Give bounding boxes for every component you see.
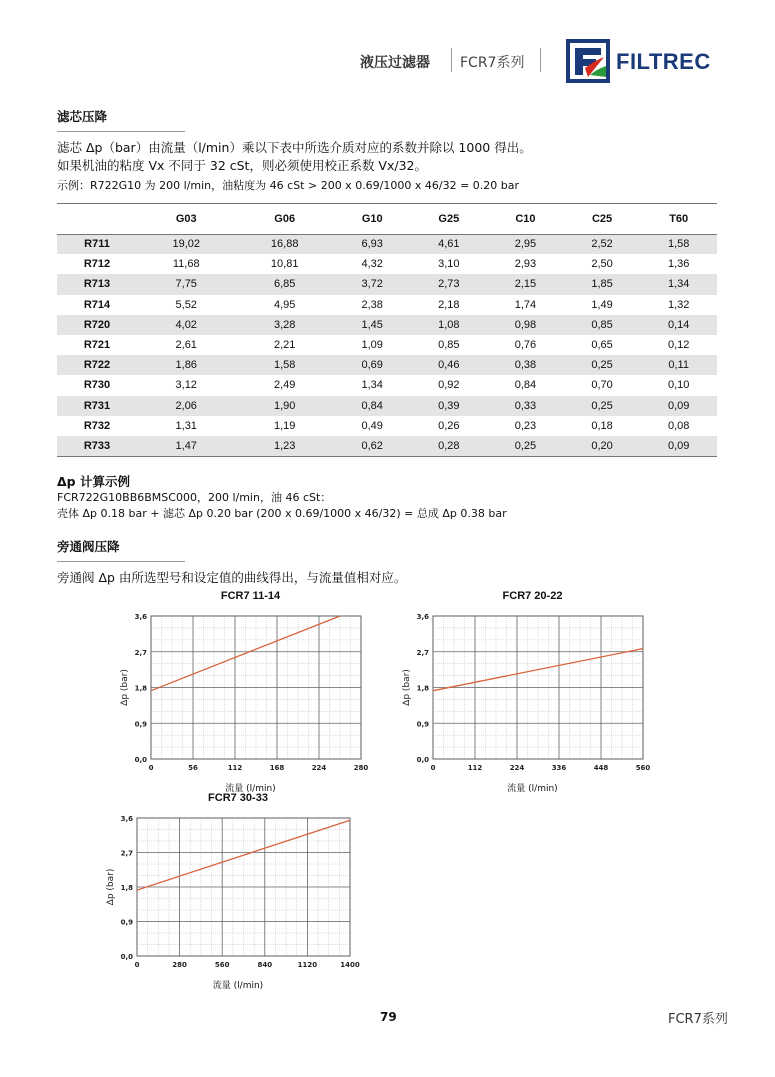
table-cell: 0,46 (411, 355, 488, 375)
table-cell: 5,52 (175, 298, 197, 311)
row-header: R730 (83, 379, 111, 392)
table-cell: 0,85 (438, 339, 460, 352)
table-cell: 0,09 (640, 436, 717, 456)
table-cell: 0,69 (334, 355, 411, 375)
table-cell: 0,98 (487, 315, 564, 335)
footer-series: FCR7系列 (668, 1012, 728, 1027)
table-cell: 1,58 (235, 355, 333, 375)
y-tick-label: 2,7 (416, 648, 429, 657)
section-title-element-drop: 滤芯压降 (57, 109, 108, 124)
table-cell: 0,26 (438, 419, 460, 432)
table-cell: 0,10 (667, 379, 690, 392)
table-cell: 0,25 (564, 396, 641, 416)
element-drop-line2: 如果机油的粘度 Vx 不同于 32 cSt，则必须使用校正系数 Vx/32。 (57, 158, 427, 173)
x-tick-label: 224 (509, 764, 525, 772)
chart-title: FCR7 20-22 (502, 590, 563, 602)
page-number: 79 (380, 1010, 397, 1024)
table-cell: 1,58 (640, 234, 717, 254)
x-tick-label: 0 (430, 764, 436, 772)
table-cell: 0,39 (411, 396, 488, 416)
table-cell: 3,28 (235, 315, 333, 335)
chart-3 (104, 792, 372, 991)
chart-xlabel: 流量 (l/min) (507, 784, 558, 794)
header-divider (540, 48, 541, 72)
row-header: R732 (83, 419, 111, 432)
table-cell: 1,34 (640, 274, 717, 294)
column-header: G25 (438, 212, 460, 225)
table-cell: 0,38 (487, 355, 564, 375)
y-tick-label: 0,0 (416, 756, 429, 764)
table-cell: 0,28 (411, 436, 488, 456)
table-cell: 10,81 (270, 258, 299, 271)
chart-ylabel: Δp (bar) (120, 669, 130, 706)
table-cell: 0,09 (640, 396, 717, 416)
table-cell: 1,08 (411, 315, 488, 335)
row-header: R731 (57, 396, 137, 416)
column-header (57, 204, 137, 234)
table-cell: 4,95 (273, 298, 296, 311)
y-tick-label: 0,9 (120, 918, 133, 927)
x-tick-label: 560 (635, 764, 651, 772)
table-cell: 1,86 (137, 355, 235, 375)
table-cell: 19,02 (137, 234, 235, 254)
table-cell: 16,88 (235, 234, 333, 254)
table-cell: 1,47 (137, 436, 235, 456)
table-cell: 1,74 (514, 298, 537, 311)
y-tick-label: 0,0 (120, 953, 133, 961)
table-cell: 4,02 (137, 315, 235, 335)
x-tick-label: 1120 (297, 961, 318, 969)
table-cell: 1,45 (334, 315, 411, 335)
table-cell: 0,84 (514, 379, 537, 392)
x-tick-label: 1400 (340, 961, 360, 969)
table-row (57, 335, 717, 355)
table-cell: 1,34 (361, 379, 383, 392)
table-row (57, 234, 717, 254)
table-cell: 2,73 (411, 274, 488, 294)
table-cell: 0,18 (591, 419, 613, 432)
table-row (57, 315, 717, 335)
table-cell: 1,36 (667, 258, 690, 271)
row-header: R722 (57, 355, 137, 375)
table-row (57, 436, 717, 456)
y-tick-label: 0,9 (134, 720, 147, 729)
table-cell: 2,95 (487, 234, 564, 254)
column-header: G03 (175, 212, 197, 225)
table-cell: 0,20 (564, 436, 641, 456)
table-cell: 3,10 (438, 258, 460, 271)
table-cell: 2,21 (273, 339, 296, 352)
table-cell: 0,11 (640, 355, 717, 375)
y-tick-label: 0,9 (416, 720, 429, 729)
y-tick-label: 2,7 (134, 648, 147, 657)
table-cell: 0,92 (438, 379, 460, 392)
y-tick-label: 0,0 (134, 756, 147, 764)
table-cell: 1,90 (235, 396, 333, 416)
table-cell: 2,49 (273, 379, 296, 392)
table-row (57, 396, 717, 416)
table-cell: 7,75 (137, 274, 235, 294)
y-tick-label: 2,7 (120, 849, 133, 858)
table-cell: 0,85 (564, 315, 641, 335)
chart-2 (400, 590, 665, 794)
element-drop-line1: 滤芯 Δp（bar）由流量（l/min）乘以下表中所选介质对应的系数并除以 1000 得出。 (57, 140, 532, 155)
x-tick-label: 560 (214, 961, 230, 969)
row-header: R714 (83, 298, 111, 311)
table-cell: 0,70 (591, 379, 613, 392)
section-title-example: Δp 计算示例 (57, 474, 130, 489)
x-tick-label: 840 (257, 961, 273, 969)
table-cell: 0,84 (334, 396, 411, 416)
chart-ylabel: Δp (bar) (402, 669, 412, 706)
table-cell: 11,68 (172, 258, 200, 271)
y-tick-label: 3,6 (120, 815, 133, 823)
coefficient-table (57, 204, 717, 457)
table-cell: 2,15 (487, 274, 564, 294)
table-cell: 0,25 (564, 355, 641, 375)
table-row (57, 375, 717, 395)
chart-1 (118, 590, 383, 794)
header-category: 液压过滤器 (360, 55, 430, 71)
table-cell: 1,23 (235, 436, 333, 456)
chart-2-plot (400, 602, 665, 777)
table-row (57, 254, 717, 274)
y-tick-label: 3,6 (134, 613, 147, 621)
table-cell: 1,49 (591, 298, 613, 311)
brand-name: FILTREC (616, 49, 711, 74)
table-cell: 2,18 (438, 298, 460, 311)
element-drop-example: 示例：R722G10 为 200 l/min，油粘度为 46 cSt > 200 x 0.69/1000 x 46/32 = 0.20 bar (57, 179, 520, 192)
x-tick-label: 168 (269, 764, 285, 772)
table-cell: 1,19 (273, 419, 296, 432)
table-cell: 0,33 (487, 396, 564, 416)
section-title-bypass: 旁通阀压降 (57, 539, 120, 554)
column-header: T60 (669, 212, 689, 225)
column-header: C10 (515, 212, 536, 225)
table-cell: 3,12 (175, 379, 197, 392)
table-row (57, 274, 717, 294)
y-tick-label: 1,8 (134, 684, 147, 693)
row-header: R713 (57, 274, 137, 294)
x-tick-label: 336 (551, 764, 567, 772)
table-row (57, 355, 717, 375)
table-cell: 6,93 (334, 234, 411, 254)
table-cell: 0,08 (667, 419, 690, 432)
table-cell: 0,12 (667, 339, 690, 352)
chart-1-plot (118, 602, 383, 777)
table-cell: 4,61 (411, 234, 488, 254)
table-cell: 1,31 (175, 419, 197, 432)
table-cell: 3,72 (334, 274, 411, 294)
x-tick-label: 0 (134, 961, 140, 969)
x-tick-label: 280 (172, 961, 187, 969)
row-header: R720 (57, 315, 137, 335)
row-header: R712 (83, 258, 111, 271)
section-rule (57, 561, 185, 562)
table-cell: 2,50 (591, 258, 613, 271)
filtrec-logo-icon (566, 39, 610, 83)
chart-3-plot (104, 804, 372, 974)
chart-title: FCR7 11-14 (220, 590, 281, 602)
x-tick-label: 112 (467, 764, 483, 772)
x-tick-label: 0 (148, 764, 154, 772)
row-header: R721 (83, 339, 111, 352)
chart-xlabel: 流量 (l/min) (225, 784, 276, 794)
table-cell: 2,06 (137, 396, 235, 416)
example-line2: 壳体 Δp 0.18 bar + 滤芯 Δp 0.20 bar (200 x 0.69/1000 x 46/32) = 总成 Δp 0.38 bar (57, 507, 507, 520)
table-cell: 2,61 (175, 339, 197, 352)
x-tick-label: 280 (353, 764, 369, 772)
y-tick-label: 1,8 (416, 684, 429, 693)
x-tick-label: 448 (593, 764, 609, 772)
x-tick-label: 56 (188, 764, 198, 772)
table-cell: 4,32 (361, 258, 383, 271)
column-header: C25 (591, 212, 613, 225)
header-series: FCR7系列 (460, 55, 525, 71)
y-tick-label: 3,6 (416, 613, 429, 621)
table-cell: 6,85 (235, 274, 333, 294)
table-row (57, 416, 717, 436)
table-cell: 0,14 (640, 315, 717, 335)
table-cell: 2,93 (514, 258, 537, 271)
x-tick-label: 224 (311, 764, 327, 772)
section-rule (57, 131, 185, 132)
bypass-line1: 旁通阀 Δp 由所选型号和设定值的曲线得出，与流量值相对应。 (57, 570, 407, 585)
column-header: G06 (274, 212, 296, 225)
table-header-row (57, 204, 717, 234)
table-cell: 0,62 (334, 436, 411, 456)
header-divider (451, 48, 452, 72)
x-tick-label: 112 (227, 764, 243, 772)
table-cell: 0,76 (514, 339, 537, 352)
table-cell: 0,25 (487, 436, 564, 456)
table-cell: 0,65 (591, 339, 613, 352)
column-header: G10 (361, 212, 383, 225)
table-cell: 0,49 (361, 419, 383, 432)
table-row (57, 295, 717, 315)
table-cell: 2,38 (361, 298, 383, 311)
chart-xlabel: 流量 (l/min) (212, 981, 264, 991)
table-cell: 1,32 (667, 298, 690, 311)
table-cell: 1,09 (361, 339, 383, 352)
y-tick-label: 1,8 (120, 884, 133, 892)
row-header: R711 (57, 234, 137, 254)
table-cell: 0,23 (514, 419, 537, 432)
row-header: R733 (57, 436, 137, 456)
chart-ylabel: Δp (bar) (106, 868, 116, 906)
table-cell: 1,85 (564, 274, 641, 294)
example-line1: FCR722G10BB6BMSC000，200 l/min，油 46 cSt： (57, 491, 332, 504)
table-cell: 2,52 (564, 234, 641, 254)
chart-title: FCR7 30-33 (208, 792, 268, 804)
